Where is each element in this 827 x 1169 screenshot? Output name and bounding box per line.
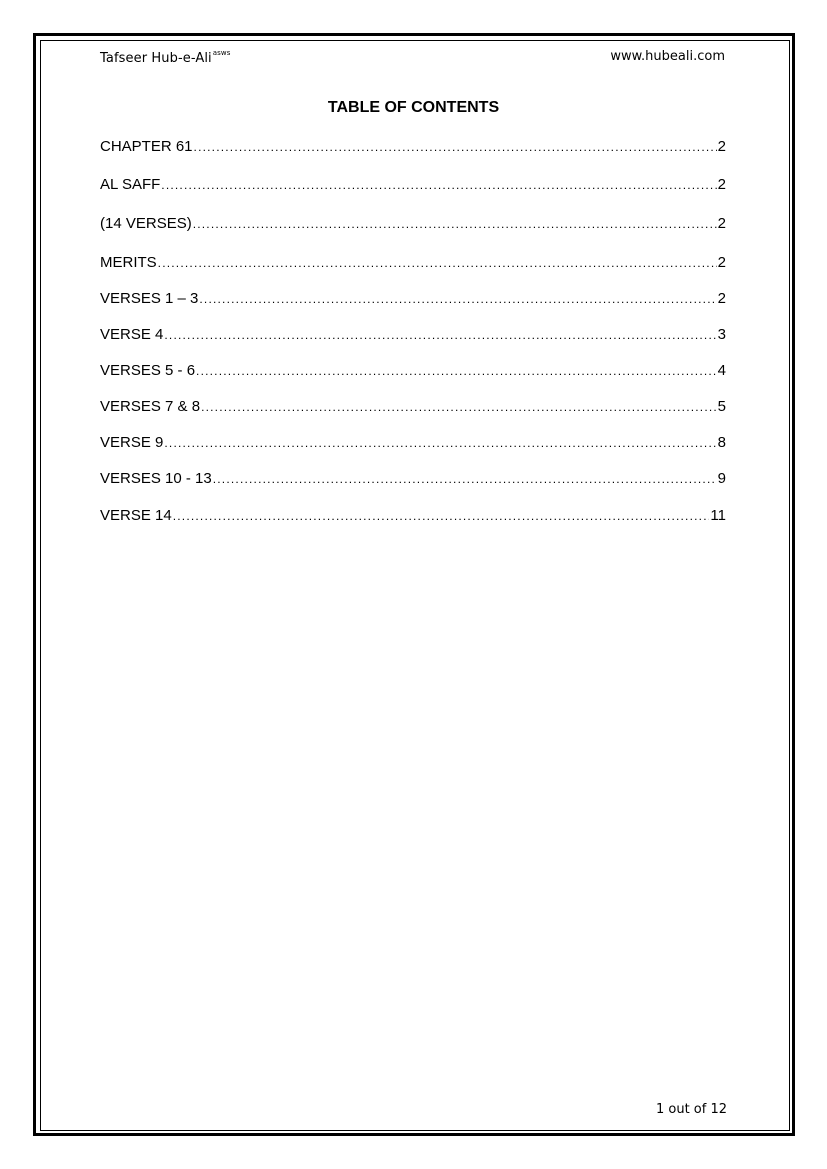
toc-entry-page: 2 [717,215,726,232]
toc-entry-page: 3 [717,326,726,343]
toc-entry-label: AL SAFF [100,176,161,193]
toc-entry-page: 2 [717,290,726,307]
toc-entry-leader [201,400,717,414]
toc-entry-page: 11 [710,507,726,524]
toc-entry[interactable] [100,254,726,274]
toc-entry-page: 4 [717,362,726,379]
toc-entry-label: VERSES 5 - 6 [100,362,196,379]
toc-entry[interactable] [100,138,726,158]
toc-entry-label: (14 VERSES) [100,215,192,232]
toc-entry[interactable] [100,398,726,418]
toc-entry-label: MERITS [100,254,157,271]
toc-entry[interactable] [100,362,726,382]
toc-entry-label: VERSE 14 [100,507,172,524]
toc-entry-label: VERSES 1 – 3 [100,290,199,307]
page-border-inner [40,40,790,1131]
toc-entry-leader [194,140,717,154]
toc-entry-page: 2 [717,176,726,193]
toc-entry-leader [164,328,716,342]
toc-entry-page: 2 [717,254,726,271]
toc-entry[interactable] [100,176,726,196]
toc-entry[interactable] [100,470,726,490]
toc-entry-leader [199,292,716,306]
header-title-superscript: asws [212,49,231,57]
toc-entry-label: VERSES 7 & 8 [100,398,201,415]
toc-entry-page: 9 [717,470,726,487]
toc-entry[interactable] [100,434,726,454]
toc-entry-page: 5 [717,398,726,415]
header-website-url[interactable]: www.hubeali.com [610,49,725,64]
header-title-text: Tafseer Hub-e-Ali [100,51,212,66]
toc-entry[interactable] [100,507,726,527]
toc-entry-leader [173,509,710,523]
toc-entry-leader [196,364,717,378]
toc-entry-label: VERSE 9 [100,434,164,451]
toc-entry[interactable] [100,290,726,310]
toc-entry[interactable] [100,215,726,235]
toc-entry-label: CHAPTER 61 [100,138,193,155]
toc-entry-leader [158,256,717,270]
toc-entry-label: VERSES 10 - 13 [100,470,212,487]
toc-entry-label: VERSE 4 [100,326,164,343]
page-number: 1 out of 12 [655,1102,727,1117]
toc-entry[interactable] [100,326,726,346]
header-title [100,49,230,66]
toc-entry-page: 2 [717,138,726,155]
toc-entry-leader [164,436,716,450]
toc-heading: TABLE OF CONTENTS [327,99,500,116]
toc-entry-leader [193,217,717,231]
toc-entry-leader [213,472,717,486]
toc-entry-page: 8 [717,434,726,451]
toc-entry-leader [161,178,716,192]
